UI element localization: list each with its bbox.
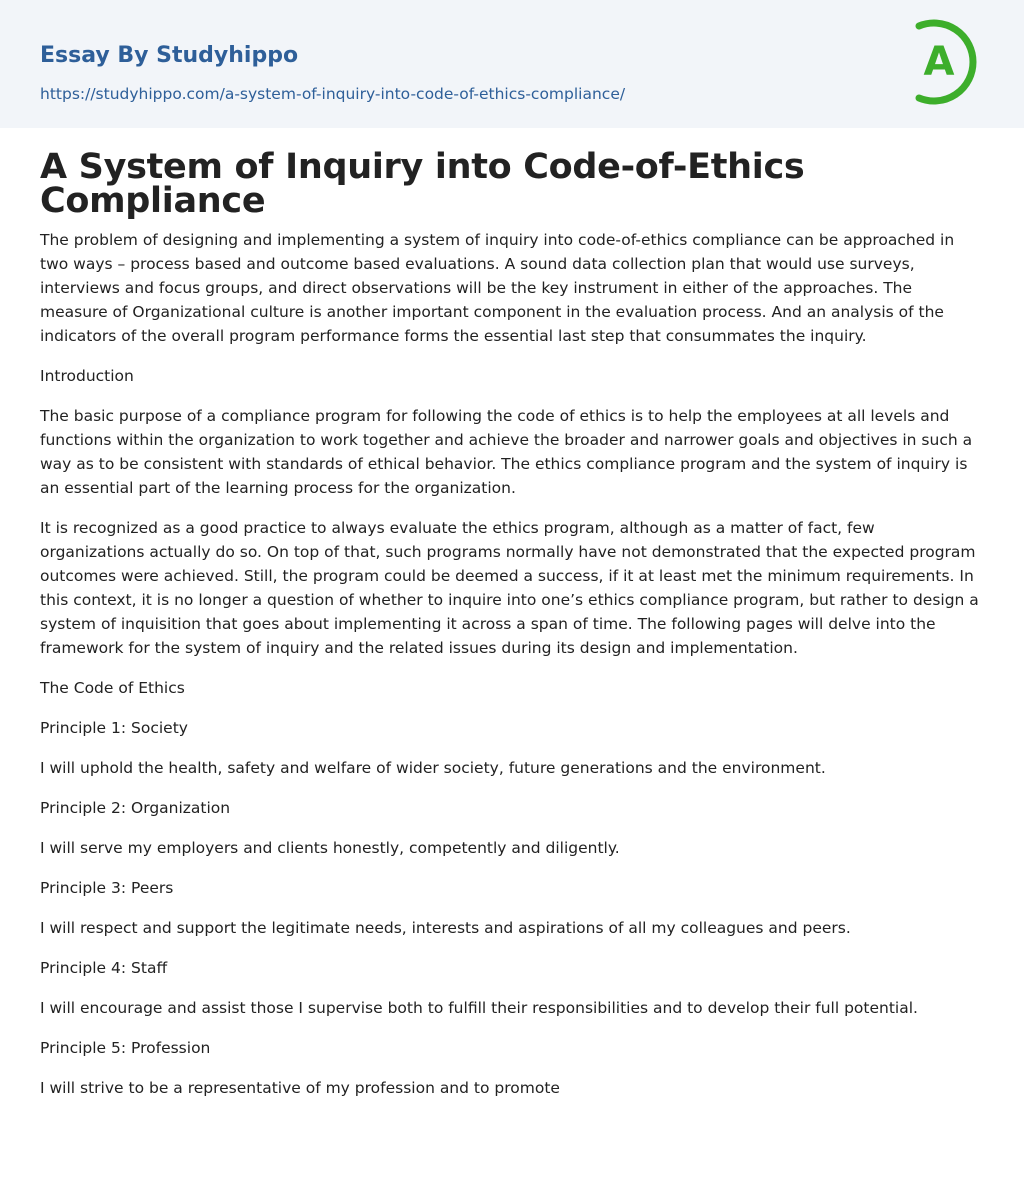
essay-url-link[interactable]: https://studyhippo.com/a-system-of-inquiry-into-code-of-ethics-compliance/ (40, 85, 626, 103)
principle-3-heading: Principle 3: Peers (40, 879, 174, 897)
studyhippo-logo-icon[interactable] (912, 18, 986, 106)
principle-5-heading: Principle 5: Profession (40, 1039, 211, 1057)
principle-2-heading: Principle 2: Organization (40, 799, 231, 817)
principle-1-heading: Principle 1: Society (40, 719, 188, 737)
site-brand[interactable]: Essay By Studyhippo (40, 43, 299, 68)
principle-5-text: I will strive to be a representative of my profession and to promote (40, 1079, 560, 1097)
principle-4-heading: Principle 4: Staff (40, 959, 168, 977)
logo-letter: A (923, 39, 955, 85)
page-header (0, 0, 1024, 128)
heading-introduction: Introduction (40, 367, 134, 385)
article (0, 128, 1024, 1100)
principle-4-text: I will encourage and assist those I supervise both to fulfill their responsibilities and to develop their full potential. (40, 999, 918, 1017)
article-body (40, 228, 984, 1100)
page-title: A System of Inquiry into Code-of-Ethics Compliance (40, 147, 805, 221)
principle-1-text: I will uphold the health, safety and welfare of wider society, future generations and the environment. (40, 759, 826, 777)
principle-3-text: I will respect and support the legitimate needs, interests and aspirations of all my colleagues and peers. (40, 919, 851, 937)
paragraph-abstract: The problem of designing and implementing a system of inquiry into code-of-ethics compliance can be approached in two ways – process based and outcome based evaluations. A sound data collection plan that would use surveys, interviews and focus groups, and direct observations will be the key instrument in either of the approaches. The measure of Organizational culture is another important component in the evaluation process. And an analysis of the indicators of the overall program performance forms the essential last step that consummates the inquiry. (40, 231, 955, 345)
paragraph-intro-practice: It is recognized as a good practice to always evaluate the ethics program, although as a matter of fact, few organizations actually do so. On top of that, such programs normally have not demonstrated that the expected program outcomes were achieved. Still, the program could be deemed a success, if it at least met the minimum requirements. In this context, it is no longer a question of whether to inquire into one’s ethics compliance program, but rather to design a system of inquisition that goes about implementing it across a span of time. The following pages will delve into the framework for the system of inquiry and the related issues during its design and implementation. (40, 519, 979, 657)
heading-code-of-ethics: The Code of Ethics (40, 679, 185, 697)
paragraph-intro-purpose: The basic purpose of a compliance program for following the code of ethics is to help the employees at all levels and functions within the organization to work together and achieve the broader and narrower goals and objectives in such a way as to be consistent with standards of ethical behavior. The ethics compliance program and the system of inquiry is an essential part of the learning process for the organization. (40, 407, 973, 497)
principle-2-text: I will serve my employers and clients honestly, competently and diligently. (40, 839, 620, 857)
